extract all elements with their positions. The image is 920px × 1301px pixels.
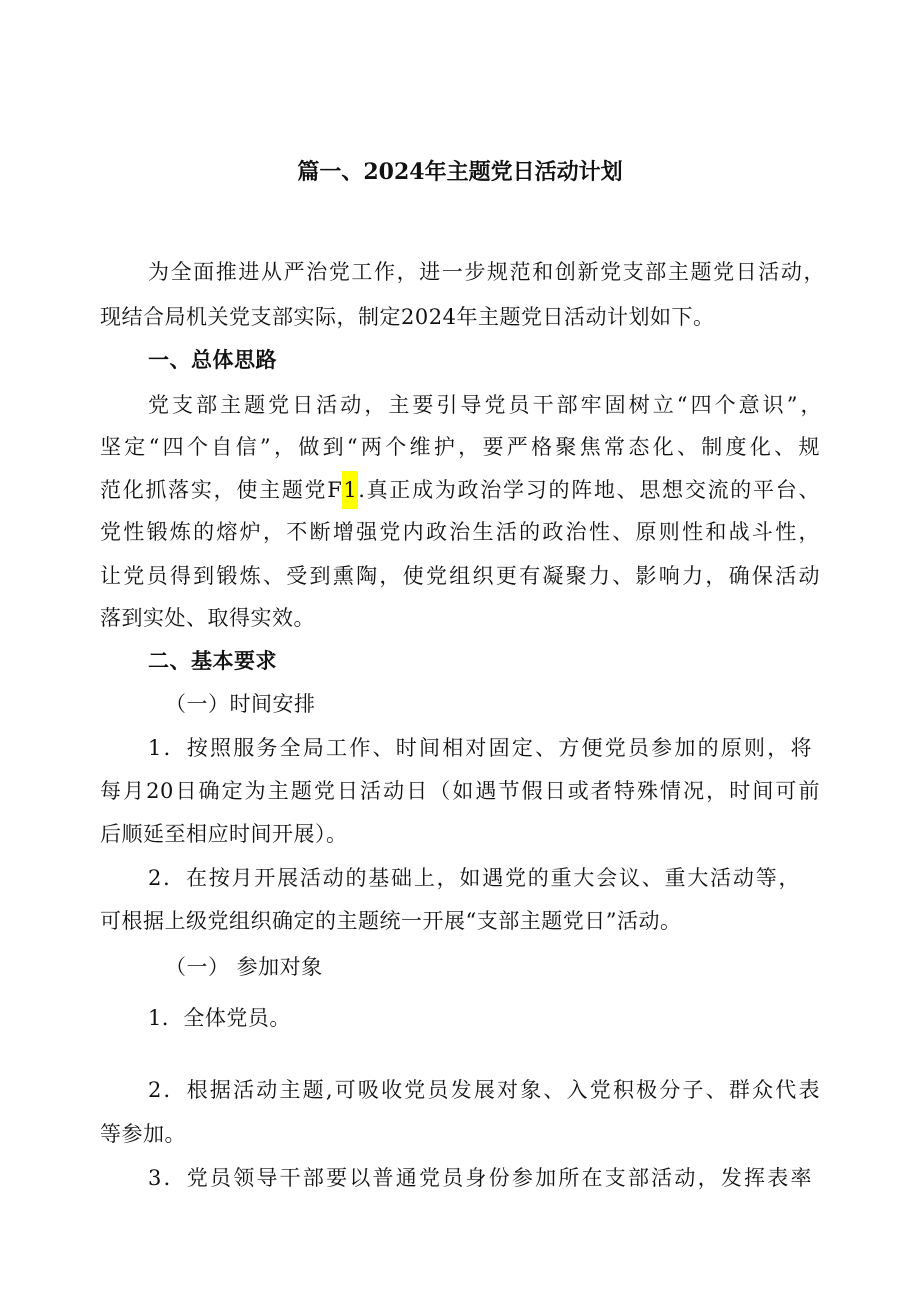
time-item1-line-3: 后顺延至相应时间开展）。 bbox=[100, 822, 348, 846]
section1-line-3 bbox=[100, 475, 820, 505]
subsection-participants-heading: （一） 参加对象 bbox=[165, 955, 323, 979]
participants-item2-line-1: 2．根据活动主题,可吸收党员发展对象、入党积极分子、群众代表 bbox=[148, 1078, 820, 1102]
section1-line-4: 党性锻炼的熔炉，不断增强党内政治生活的政治性、原则性和战斗性， bbox=[100, 520, 820, 544]
participants-item3-line-1: 3．党员领导干部要以普通党员身份参加所在支部活动，发挥表率 bbox=[148, 1166, 812, 1190]
time-item2-line-1: 2．在按月开展活动的基础上，如遇党的重大会议、重大活动等， bbox=[148, 866, 800, 890]
time-item1-line-2: 每月20日确定为主题党日活动日（如遇节假日或者特殊情况，时间可前 bbox=[100, 779, 820, 803]
intro-line-1: 为全面推进从严治党工作，进一步规范和创新党支部主题党日活动， bbox=[148, 260, 825, 284]
subsection-time-heading: （一）时间安排 bbox=[165, 692, 316, 716]
section1-line-5: 让党员得到锻炼、受到熏陶，使党组织更有凝聚力、影响力，确保活动 bbox=[100, 564, 820, 588]
section1-line-6: 落到实处、取得实效。 bbox=[100, 606, 315, 630]
section1-line-3-after: .真正成为政治学习的阵地、思想交流的平台、 bbox=[358, 478, 820, 502]
time-item2-line-2: 可根据上级党组织确定的主题统一开展“支部主题党日”活动。 bbox=[100, 909, 682, 933]
section1-line-2: 坚定“四个自信”，做到“两个维护，要严格聚焦常态化、制度化、规 bbox=[100, 435, 820, 459]
section1-heading: 一、总体思路 bbox=[148, 347, 277, 372]
participants-item2-line-2: 等参加。 bbox=[100, 1122, 186, 1146]
participants-item1: 1．全体党员。 bbox=[148, 1006, 291, 1030]
section1-line-3-before: 范化抓落实，使主题党F bbox=[100, 478, 343, 502]
section2-heading: 二、基本要求 bbox=[148, 648, 277, 673]
section1-line-1: 党支部主题党日活动，主要引导党员干部牢固树立“四个意识”， bbox=[148, 393, 822, 417]
time-item1-line-1: 1．按照服务全局工作、时间相对固定、方便党员参加的原则，将 bbox=[148, 736, 812, 760]
highlighted-text: 1 bbox=[342, 471, 358, 509]
intro-line-2: 现结合局机关党支部实际，制定2024年主题党日活动计划如下。 bbox=[100, 305, 715, 329]
document-title: 篇一、2024年主题党日活动计划 bbox=[297, 159, 623, 185]
